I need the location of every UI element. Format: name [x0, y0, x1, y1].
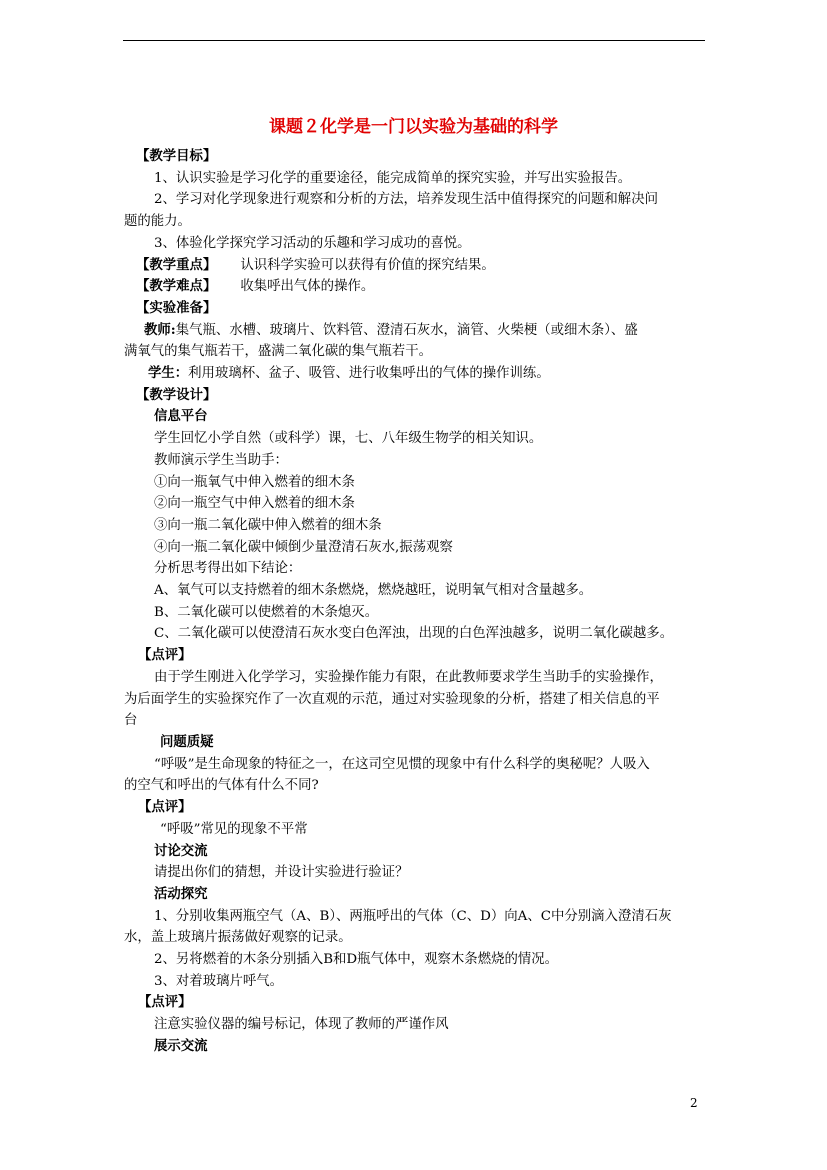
question-line-1: “呼吸”是生命现象的特征之一，在这司空见惯的现象中有什么科学的奥秘呢？人吸入: [154, 756, 650, 772]
recall-text: 学生回忆小学自然（或科学）课，七、八年级生物学的相关知识。: [154, 431, 543, 447]
info-platform-heading: 信息平台: [154, 408, 208, 425]
teacher-label: 教师:: [144, 321, 176, 338]
discussion-text: 请提出你们的猜想，并设计实验进行验证？: [154, 865, 409, 881]
document-title: 课题２化学是一门以实验为基础的科学: [269, 117, 558, 137]
conclusion-intro: 分析思考得出如下结论：: [154, 561, 302, 577]
question-heading: 问题质疑: [160, 733, 214, 750]
conclusion-a: A、氧气可以支持燃着的细木条燃烧，燃烧越旺，说明氧气相对含量越多。: [154, 583, 593, 599]
objective-item-2-line-1: 2、学习对化学现象进行观察和分析的方法，培养发现生活中值得探究的问题和解决问: [154, 192, 658, 208]
activity-item-1-line-1: 1、分别收集两瓶空气（A、B）、两瓶呼出的气体（C、D）向A、C中分别滴入澄清石灰: [154, 908, 672, 924]
comment-2-heading: 【点评】: [138, 799, 192, 816]
activity-item-1-line-2: 水，盖上玻璃片振荡做好观察的记录。: [124, 930, 352, 946]
comment-3-text: 注意实验仪器的编号标记，体现了教师的严谨作风: [154, 1017, 449, 1033]
comment-1-line-1: 由于学生刚进入化学学习，实验操作能力有限，在此教师要求学生当助手的实验操作，: [154, 669, 663, 685]
comment-1-heading: 【点评】: [138, 647, 192, 664]
objective-item-1: 1、认识实验是学习化学的重要途径，能完成简单的探究实验，并写出实验报告。: [154, 170, 632, 186]
student-prep-text: 利用玻璃杯、盆子、吸管、进行收集呼出的气体的操作训练。: [188, 366, 550, 382]
comment-2-text: “呼吸”常见的现象不平常: [160, 821, 308, 837]
teacher-prep-text: 集气瓶、水槽、玻璃片、饮料管、澄清石灰水，滴管、火柴梗（或细木条）、盛: [175, 322, 638, 338]
comment-1-line-3: 台: [124, 713, 138, 729]
demo-item-2: ②向一瓶空气中伸入燃着的细木条: [154, 496, 355, 512]
student-label: 学生：: [148, 365, 189, 382]
teacher-prep-line-1: [124, 320, 710, 342]
difficulty-heading: 【教学难点】: [136, 278, 217, 295]
activity-item-2: 2、另将燃着的木条分别插入B和D瓶气体中，观察木条燃烧的情况。: [154, 952, 559, 968]
comment-1-line-2: 为后面学生的实验探究作了一次直观的示范，通过对实验现象的分析，搭建了相关信息的平: [124, 691, 660, 707]
discussion-heading: 讨论交流: [154, 842, 208, 859]
objectives-heading: 【教学目标】: [136, 148, 217, 164]
difficulty-text: 收集呼出气体的操作。: [240, 279, 375, 295]
difficulty-row: [124, 276, 710, 298]
demo-intro: 教师演示学生当助手：: [154, 452, 288, 468]
conclusion-b: B、二氧化碳可以使燃着的木条熄灭。: [154, 604, 379, 620]
header-rule: [123, 40, 705, 41]
key-point-row: [124, 255, 710, 277]
conclusion-c: C、二氧化碳可以使澄清石灰水变白色浑浊，出现的白色浑浊越多，说明二氧化碳越多。: [154, 626, 674, 642]
key-point-heading: 【教学重点】: [136, 256, 217, 273]
design-heading: 【教学设计】: [136, 386, 217, 403]
demo-item-4: ④向一瓶二氧化碳中倾倒少量澄清石灰水,振荡观察: [154, 539, 453, 555]
teacher-prep-line-2: 满氧气的集气瓶若干，盛满二氧化碳的集气瓶若干。: [124, 344, 432, 360]
question-line-2: 的空气和呼出的气体有什么不同?: [124, 778, 319, 794]
student-prep-line: [124, 363, 710, 385]
key-point-text: 认识科学实验可以获得有价值的探究结果。: [240, 257, 495, 273]
comment-3-heading: 【点评】: [138, 994, 192, 1011]
objective-item-2-line-2: 题的能力。: [124, 214, 191, 230]
show-heading: 展示交流: [154, 1037, 208, 1054]
preparation-heading: 【实验准备】: [136, 299, 217, 316]
objective-item-3: 3、体验化学探究学习活动的乐趣和学习成功的喜悦。: [154, 235, 471, 251]
demo-item-3: ③向一瓶二氧化碳中伸入燃着的细木条: [154, 517, 382, 533]
activity-heading: 活动探究: [154, 885, 208, 902]
activity-item-3: 3、对着玻璃片呼气。: [154, 973, 284, 989]
page-number: 2: [690, 1096, 698, 1110]
document-body: [124, 146, 710, 1058]
demo-item-1: ①向一瓶氧气中伸入燃着的细木条: [154, 474, 355, 490]
